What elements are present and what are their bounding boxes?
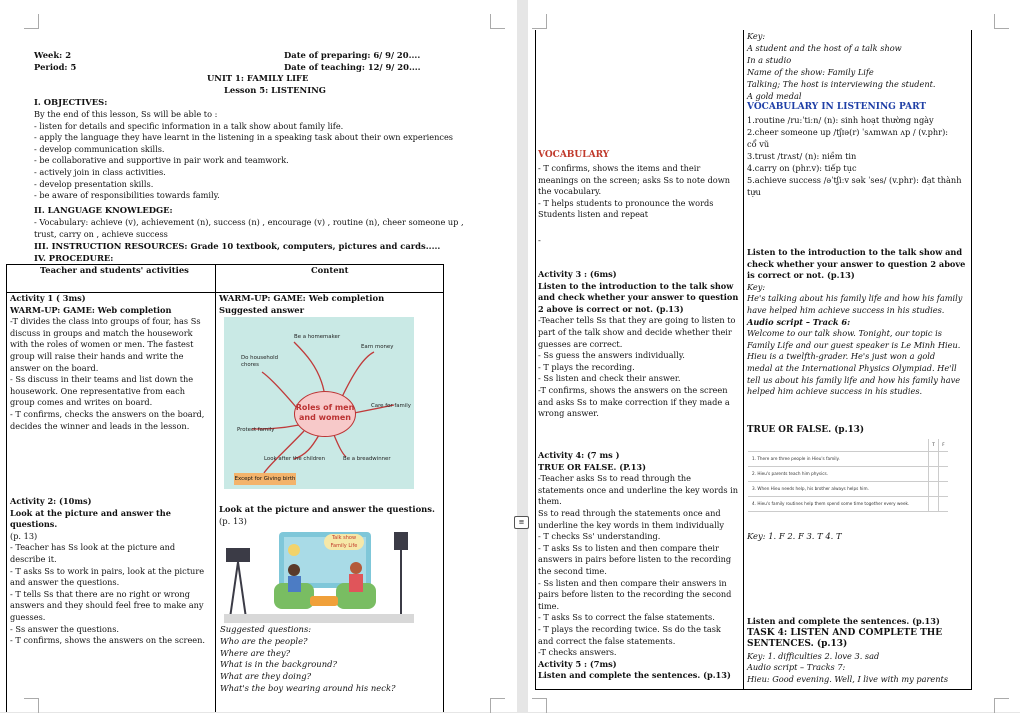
mindmap-label: Care for family bbox=[371, 403, 411, 409]
activity4-line: underline the key words in them individually bbox=[538, 519, 724, 530]
tf-header-row bbox=[748, 439, 948, 452]
activity3-right-line: He's talking about his family life and how his family bbox=[747, 293, 963, 304]
activity2-line: - T asks Ss to work in pairs, look at the picture bbox=[10, 565, 205, 576]
activity4-line: and correct the false statements. bbox=[538, 635, 676, 646]
objective-line: - listen for details and specific information in a talk show about family life. bbox=[34, 120, 344, 131]
objective-line: - develop presentation skills. bbox=[34, 178, 154, 189]
activity4-line: -T checks answers. bbox=[538, 647, 617, 658]
objectives-heading: I. OBJECTIVES: bbox=[34, 97, 108, 107]
date-preparing: Date of preparing: 6/ 9/ 20.... bbox=[284, 50, 421, 60]
activity4-line: Ss to read through the statements once and bbox=[538, 507, 721, 518]
true-false-table bbox=[748, 439, 948, 512]
task4-line: TASK 4: LISTEN AND COMPLETE THE bbox=[747, 627, 943, 638]
vocab-item: 2.cheer someone up /tʃɪə(r) ˈsʌmwʌn ʌp / (v.phr): bbox=[747, 127, 949, 137]
vocab-item: tựu bbox=[747, 187, 761, 197]
activity3-right-line: Key: bbox=[747, 281, 766, 292]
tf-row: 3. When Hieu needs help, his brother always helps him. bbox=[748, 482, 948, 497]
activity4-line: time. bbox=[538, 600, 560, 611]
key-line: A gold medal bbox=[747, 91, 802, 101]
activity4-line: -Teacher asks Ss to read through the bbox=[538, 473, 692, 484]
activity3-line: part of the talk show and decide whether their bbox=[538, 326, 732, 337]
vocab-item: 1.routine /ru:ˈtiːn/ (n): sinh hoạt thường ngày bbox=[747, 115, 934, 125]
table-header-activities: Teacher and students' activities bbox=[40, 265, 189, 275]
activity2-line: Look at the picture and answer the bbox=[10, 507, 171, 518]
crop-mark bbox=[24, 698, 39, 713]
tf-heading: TRUE OR FALSE. (p.13) bbox=[747, 425, 865, 435]
activity1-right-sub: Suggested answer bbox=[219, 305, 305, 315]
activity1-line: housework. One representative from each bbox=[10, 385, 186, 396]
activity3-right-line: tell us about his family life and how his family have bbox=[747, 374, 961, 385]
activity2-line: and answer the questions. bbox=[10, 577, 120, 588]
language-heading: II. LANGUAGE KNOWLEDGE: bbox=[34, 205, 173, 215]
key-line: In a studio bbox=[747, 55, 792, 65]
activity4-line: - T checks Ss' understanding. bbox=[538, 531, 661, 542]
activity3-right-line: Audio script – Track 6: bbox=[747, 316, 851, 327]
activity4-line: - T plays the recording twice. Ss do the task bbox=[538, 623, 721, 634]
activity1-right-title: WARM-UP: GAME: Web completion bbox=[219, 293, 385, 303]
activity4-line: - T asks Ss to listen and then compare their bbox=[538, 542, 719, 553]
activity5-title: Activity 5 : (7ms) bbox=[538, 658, 617, 669]
language-line: - Vocabulary: achieve (v), achievement (n), success (n) , encourage (v) , routine (n), cheer someone up , bbox=[34, 217, 464, 227]
activity2-line: (p. 13) bbox=[10, 530, 38, 541]
key-line: A student and the host of a talk show bbox=[747, 43, 902, 53]
suggested-questions-title: Suggested questions: bbox=[220, 624, 312, 634]
mindmap-label: Protect family bbox=[237, 427, 275, 433]
vocab-item: cổ vũ bbox=[747, 139, 770, 149]
activity1-line: group will raise their hands and write the bbox=[10, 350, 184, 361]
vocab-left-line: meanings on the screen; asks Ss to note down bbox=[538, 174, 731, 185]
lesson-title: Lesson 5: LISTENING bbox=[224, 85, 326, 95]
key-line: Talking; The host is interviewing the student. bbox=[747, 79, 936, 89]
question-line: What are they doing? bbox=[220, 671, 312, 682]
activity3-line: 2 above is correct or not. (p.13) bbox=[538, 303, 684, 314]
mindmap-label: Earn money bbox=[361, 344, 394, 350]
vocab-left bbox=[538, 163, 730, 221]
vocab-item: 3.trust /trʌst/ (n): niềm tin bbox=[747, 151, 857, 161]
table-border bbox=[535, 689, 972, 690]
tf-row: 1. There are three people in Hieu's family. bbox=[748, 452, 948, 467]
activity3-line: and check whether your answer to question bbox=[538, 292, 739, 303]
vocab-left-line: - T helps students to pronounce the words bbox=[538, 197, 714, 208]
vocab-left-line: - T confirms, shows the items and their bbox=[538, 163, 701, 173]
vocab-left-line: the vocabulary. bbox=[538, 186, 602, 197]
activity4-title: Activity 4: (7 ms ) bbox=[538, 450, 620, 460]
procedure-heading: IV. PROCEDURE: bbox=[34, 253, 114, 263]
activity3-line: wrong answer. bbox=[538, 408, 599, 419]
activity1-left bbox=[10, 293, 204, 432]
activity3-right-line: Welcome to our talk show. Tonight, our topic is bbox=[747, 328, 942, 339]
crop-mark bbox=[24, 14, 39, 29]
activity4-line: the second time. bbox=[538, 565, 607, 576]
crop-mark bbox=[994, 698, 1009, 713]
activity3-title: Activity 3 : (6ms) bbox=[538, 269, 617, 279]
activity4-left bbox=[538, 450, 738, 682]
table-border bbox=[443, 264, 444, 712]
studio-illustration bbox=[224, 528, 414, 623]
crop-mark bbox=[532, 14, 547, 29]
table-border bbox=[743, 30, 744, 690]
activity2-right-page: (p. 13) bbox=[219, 516, 247, 526]
studio-sign: Talk show Family Life bbox=[324, 534, 364, 550]
activity2-right-title: Look at the picture and answer the questions. bbox=[219, 504, 435, 514]
activity3-line: Listen to the introduction to the talk show bbox=[538, 280, 734, 291]
activity4-line: them. bbox=[538, 496, 562, 507]
period-label: Period: 5 bbox=[34, 62, 77, 72]
crop-mark bbox=[994, 14, 1009, 29]
activity2-line: - Ss answer the questions. bbox=[10, 623, 119, 634]
task4-right bbox=[747, 616, 948, 686]
objective-line: - actively join in class activities. bbox=[34, 166, 166, 177]
comment-icon[interactable]: ≡ bbox=[514, 516, 529, 529]
activity2-title: Activity 2: (10ms) bbox=[10, 496, 92, 506]
tf-key: Key: 1. F 2. F 3. T 4. T bbox=[747, 531, 842, 541]
language-lines bbox=[34, 217, 464, 240]
activity4-line: - T asks Ss to correct the false statements. bbox=[538, 612, 715, 623]
dash-marker: - bbox=[538, 235, 541, 245]
activity3-right-line: Hieu is a twelfth-grader. He's just won a gold bbox=[747, 351, 936, 362]
activity1-title: Activity 1 ( 3ms) bbox=[10, 293, 86, 303]
activity3-line: - T plays the recording. bbox=[538, 361, 635, 372]
week-label: Week: 2 bbox=[34, 50, 72, 60]
tf-col-f: F bbox=[938, 439, 948, 451]
activity2-line: describe it. bbox=[10, 553, 57, 564]
tf-row: 2. Hieu's parents teach him physics. bbox=[748, 467, 948, 482]
activity1-line: decides the winner and leads in the lesson. bbox=[10, 420, 190, 431]
date-teaching: Date of teaching: 12/ 9/ 20.... bbox=[284, 62, 421, 72]
activity1-line: discuss in groups and match the housework bbox=[10, 327, 193, 338]
key-line: Name of the show: Family Life bbox=[747, 67, 874, 77]
activity1-line: group comes and writes on board. bbox=[10, 397, 153, 408]
activity5-line: Listen and complete the sentences. (p.13) bbox=[538, 670, 731, 681]
crop-mark bbox=[532, 698, 547, 713]
table-border bbox=[6, 264, 7, 712]
task4-line: Listen and complete the sentences. (p.13) bbox=[747, 616, 940, 626]
activity2-line: - Teacher has Ss look at the picture and bbox=[10, 542, 176, 553]
task4-line: Key: 1. difficulties 2. love 3. sad bbox=[747, 650, 880, 661]
activity4-line: TRUE OR FALSE. (P.13) bbox=[538, 461, 647, 472]
activity3-right-line: is correct or not. (p.13) bbox=[747, 270, 855, 281]
document-page-2 bbox=[518, 0, 1020, 712]
question-line: What is in the background? bbox=[220, 659, 337, 670]
activity3-line: - Ss listen and check their answer. bbox=[538, 373, 681, 384]
objective-line: - apply the language they have learnt in the listening in a speaking task about their own experiences bbox=[34, 132, 454, 143]
activity3-right-line: Family Life and our guest speaker is Le Minh Hieu. bbox=[747, 339, 961, 350]
activity3-line: and asks Ss to make correction if they made a bbox=[538, 396, 730, 407]
language-line: trust, carry on , achieve success bbox=[34, 228, 168, 239]
objective-line: - be collaborative and supportive in pair work and teamwork. bbox=[34, 155, 289, 166]
activity3-right bbox=[747, 247, 965, 398]
activity4-line: pairs before listen to the recording the second bbox=[538, 589, 732, 600]
activity4-line: answers in pairs before listen to the recording bbox=[538, 554, 732, 565]
vocab-items bbox=[747, 114, 961, 198]
activity1-line: with the roles of women or men. The fastest bbox=[10, 339, 194, 350]
suggested-questions bbox=[220, 624, 396, 695]
table-border bbox=[215, 264, 216, 712]
question-line: Who are the people? bbox=[220, 635, 308, 646]
mindmap-image bbox=[224, 317, 414, 489]
resources-line: III. INSTRUCTION RESOURCES: Grade 10 textbook, computers, pictures and cards..... bbox=[34, 241, 441, 251]
activity3-line: -Teacher tells Ss that they are going to listen to bbox=[538, 315, 736, 326]
activity2-line: - T confirms, shows the answers on the screen. bbox=[10, 635, 206, 646]
talk-show-studio-image bbox=[224, 528, 414, 623]
objective-line: By the end of this lesson, Ss will be able to : bbox=[34, 109, 218, 119]
objective-line: - be aware of responsibilities towards family. bbox=[34, 190, 220, 201]
activity3-line: - Ss guess the answers individually. bbox=[538, 350, 685, 361]
activity3-left bbox=[538, 269, 738, 420]
mindmap-center: Roles of men and women bbox=[294, 391, 356, 437]
activity1-line: - Ss discuss in their teams and list down the bbox=[10, 374, 194, 385]
crop-mark bbox=[490, 14, 505, 29]
activity2-line: answers and they should feel free to make any bbox=[10, 600, 204, 611]
activity3-right-line: medal at the International Physics Olympiad. He'll bbox=[747, 362, 957, 373]
task4-line: Hieu: Good evening. Well, I live with my parents bbox=[747, 673, 949, 684]
activity4-line: statements once and underline the key words in bbox=[538, 484, 739, 495]
table-border bbox=[535, 30, 536, 690]
task4-line: Audio script – Tracks 7: bbox=[747, 662, 846, 673]
activity1-line: answer on the board. bbox=[10, 362, 99, 373]
task4-line: SENTENCES. (p.13) bbox=[747, 639, 848, 650]
key-line: Key: bbox=[747, 31, 766, 41]
activity3-right-title: Listen to the introduction to the talk show and bbox=[747, 247, 963, 257]
activity3-line: -T confirms, shows the answers on the screen bbox=[538, 384, 728, 395]
vocab-item: 5.achieve success /əˈtʃiːv sək ˈses/ (v.phr): đạt thành bbox=[747, 175, 962, 185]
activity1-line: -T divides the class into groups of four, has Ss bbox=[10, 316, 201, 327]
activity2-line: - T tells Ss that there are no right or wrong bbox=[10, 588, 190, 599]
activity2-line: guesses. bbox=[10, 611, 46, 622]
activity3-right-line: have helped him achieve success in his studies. bbox=[747, 304, 945, 315]
vocab-part-heading: VOCABULARY IN LISTENING PART bbox=[747, 102, 927, 112]
activity3-right-line: helped him achieve success in his studies. bbox=[747, 386, 923, 397]
activity2-left bbox=[10, 496, 205, 647]
mindmap-label: Except for Giving birth bbox=[234, 473, 296, 485]
activity2-line: questions. bbox=[10, 519, 58, 530]
mindmap-label: Be a homemaker bbox=[294, 334, 341, 340]
question-line: Where are they? bbox=[220, 647, 291, 658]
table-header-content: Content bbox=[311, 265, 349, 275]
vocab-heading: VOCABULARY bbox=[538, 150, 610, 160]
vocab-item: 4.carry on (phr.v): tiếp tục bbox=[747, 163, 857, 173]
unit-title: UNIT 1: FAMILY LIFE bbox=[207, 73, 309, 83]
activity1-subtitle: WARM-UP: GAME: Web completion bbox=[10, 304, 172, 315]
activity3-line: guesses are correct. bbox=[538, 338, 623, 349]
key-top bbox=[747, 30, 935, 102]
question-line: What's the boy wearing around his neck? bbox=[220, 682, 396, 693]
mindmap-label: Be a breadwinner bbox=[343, 456, 391, 462]
mindmap-label: Look after the children bbox=[264, 456, 325, 462]
tf-col-t: T bbox=[928, 439, 938, 451]
objectives-list bbox=[34, 109, 453, 202]
tf-row: 4. Hieu's family routines help them spend some time together every week. bbox=[748, 497, 948, 512]
activity1-line: - T confirms, checks the answers on the board, bbox=[10, 408, 205, 419]
activity3-right-line: check whether your answer to question 2 above bbox=[747, 258, 966, 269]
mindmap-label: Do household chores bbox=[241, 355, 279, 368]
vocab-left-line: Students listen and repeat bbox=[538, 209, 649, 220]
objective-line: - develop communication skills. bbox=[34, 143, 165, 154]
table-border bbox=[971, 30, 972, 690]
crop-mark bbox=[490, 698, 505, 713]
activity4-line: - Ss listen and then compare their answers in bbox=[538, 577, 727, 588]
